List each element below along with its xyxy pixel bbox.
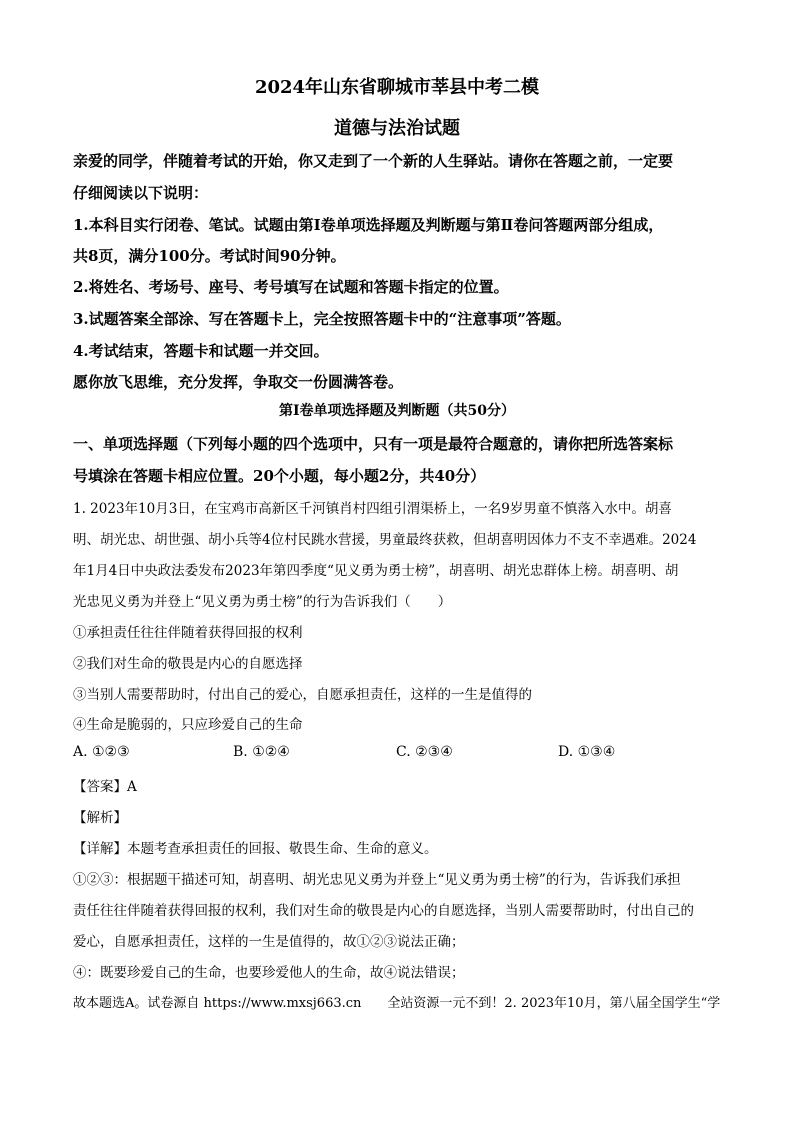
q1-stem-3: 年1月4日中央政法委发布2023年第四季度“见义勇为勇士榜”，胡喜明、胡光忠群体上榜。胡喜明、胡 xyxy=(73,563,679,579)
intro-line-2: 仔细阅读以下说明： xyxy=(73,184,209,202)
q1-explanation-2: 责任往往伴随着获得回报的权利，我们对生命的敬畏是内心的自愿选择，当别人需要帮助时，付出自己的 xyxy=(73,903,694,919)
rule-1a: 1.本科目实行闭卷、笔试。试题由第Ⅰ卷单项选择题及判断题与第Ⅱ卷问答题两部分组成， xyxy=(73,216,664,234)
section-title: 第Ⅰ卷单项选择题及判断题（共50分） xyxy=(278,403,516,419)
q1-option-c: C. ②③④ xyxy=(396,744,453,760)
rule-2: 2.将姓名、考场号、座号、考号填写在试题和答题卡指定的位置。 xyxy=(73,278,509,296)
exam-subtitle: 道德与法治试题 xyxy=(334,118,460,139)
q1-detail: 【详解】本题考查承担责任的回报、敬畏生命、生命的意义。 xyxy=(73,841,438,857)
q1-explanation-4: ④：既要珍爱自己的生命，也要珍爱他人的生命，故④说法错误； xyxy=(73,965,465,981)
q1-option-a: A. ①②③ xyxy=(73,744,130,760)
exam-title: 2024年山东省聊城市莘县中考二模 xyxy=(254,77,540,98)
q1-stem-4: 光忠见义勇为并登上“见义勇为勇士榜”的行为告诉我们（ ） xyxy=(73,594,452,610)
q1-option-d: D. ①③④ xyxy=(558,744,616,760)
q1-item-4: ④生命是脆弱的，只应珍爱自己的生命 xyxy=(73,717,303,733)
part-heading-1: 一、单项选择题（下列每小题的四个选项中，只有一项是最符合题意的，请你把所选答案标 xyxy=(73,435,674,453)
q1-option-b: B. ①②④ xyxy=(233,744,290,760)
rule-3: 3.试题答案全部涂、写在答题卡上，完全按照答题卡中的“注意事项”答题。 xyxy=(73,310,571,328)
rule-1b: 共8页，满分100分。考试时间90分钟。 xyxy=(73,247,346,265)
q1-explanation-3: 爱心，自愿承担责任，这样的一生是值得的，故①②③说法正确； xyxy=(73,934,465,950)
q1-last-line: 故本题选A。试卷源自 https://www.mxsj663.cn 全站资源一元不到！2. 2023年10月，第八届全国学生“学 xyxy=(73,996,721,1011)
q1-item-2: ②我们对生命的敬畏是内心的自愿选择 xyxy=(73,656,303,672)
rule-4: 4.考试结束，答题卡和试题一并交回。 xyxy=(73,342,329,360)
intro-line-1: 亲爱的同学，伴随着考试的开始，你又走到了一个新的人生驿站。请你在答题之前，一定要 xyxy=(73,152,674,170)
q1-stem-1: 1. 2023年10月3日，在宝鸡市高新区千河镇肖村四组引渭渠桥上，一名9岁男童不慎落入水中。胡喜 xyxy=(73,501,672,517)
q1-answer: 【答案】A xyxy=(73,779,137,795)
q1-item-1: ①承担责任往往伴随着获得回报的权利 xyxy=(73,625,303,641)
part-heading-2: 号填涂在答题卡相应位置。20个小题，每小题2分，共40分） xyxy=(73,467,486,485)
q1-analysis-label: 【解析】 xyxy=(73,810,127,826)
q1-explanation-1: ①②③：根据题干描述可知，胡喜明、胡光忠见义勇为并登上“见义勇为勇士榜”的行为，告诉我们承担 xyxy=(73,872,681,888)
q1-stem-2: 明、胡光忠、胡世强、胡小兵等4位村民跳水营援，男童最终获救，但胡喜明因体力不支不幸遇难。2024 xyxy=(73,532,697,548)
q1-item-3: ③当别人需要帮助时，付出自己的爱心，自愿承担责任，这样的一生是值得的 xyxy=(73,687,532,703)
wish-line: 愿你放飞思维，充分发挥，争取交一份圆满答卷。 xyxy=(73,373,404,391)
